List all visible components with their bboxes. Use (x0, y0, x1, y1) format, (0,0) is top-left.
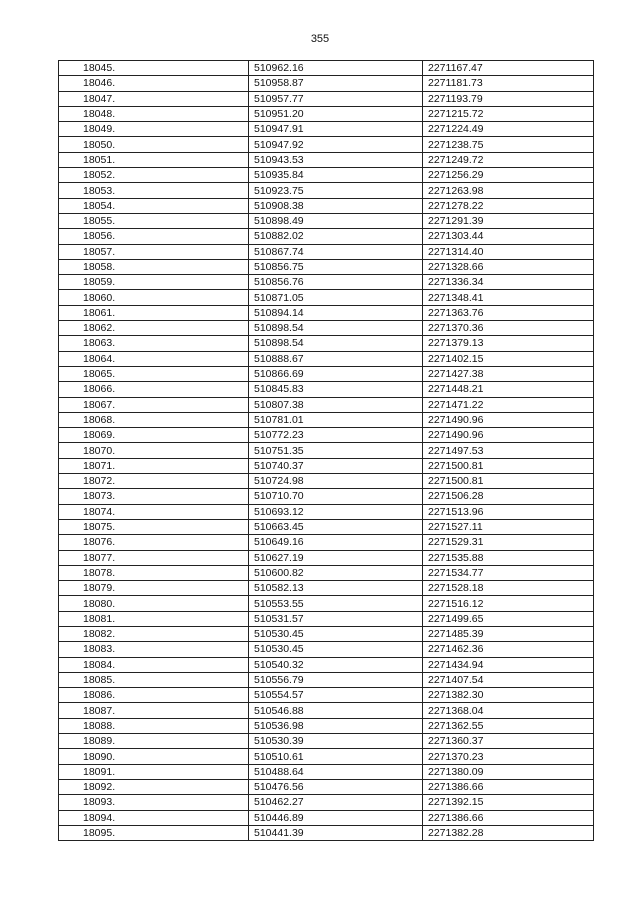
table-row (59, 290, 594, 305)
point-id-cell: 18050. (59, 137, 249, 152)
y-coordinate-cell: 2271485.39 (423, 626, 594, 641)
y-coordinate-cell: 2271534.77 (423, 565, 594, 580)
y-coordinate-cell: 2271379.13 (423, 336, 594, 351)
point-id-cell: 18049. (59, 122, 249, 137)
x-coordinate-cell: 510627.19 (249, 550, 423, 565)
table-row (59, 672, 594, 687)
x-coordinate-cell: 510751.35 (249, 443, 423, 458)
x-coordinate-cell: 510649.16 (249, 535, 423, 550)
y-coordinate-cell: 2271181.73 (423, 76, 594, 91)
point-id-cell: 18092. (59, 779, 249, 794)
x-coordinate-cell: 510553.55 (249, 596, 423, 611)
table-row (59, 825, 594, 840)
x-coordinate-cell: 510441.39 (249, 825, 423, 840)
point-id-cell: 18061. (59, 305, 249, 320)
y-coordinate-cell: 2271535.88 (423, 550, 594, 565)
y-coordinate-cell: 2271278.22 (423, 198, 594, 213)
table-row (59, 259, 594, 274)
y-coordinate-cell: 2271303.44 (423, 229, 594, 244)
y-coordinate-cell: 2271392.15 (423, 795, 594, 810)
y-coordinate-cell: 2271513.96 (423, 504, 594, 519)
x-coordinate-cell: 510740.37 (249, 458, 423, 473)
y-coordinate-cell: 2271380.09 (423, 764, 594, 779)
table-row (59, 458, 594, 473)
table-row (59, 764, 594, 779)
x-coordinate-cell: 510710.70 (249, 489, 423, 504)
x-coordinate-cell: 510530.45 (249, 642, 423, 657)
x-coordinate-cell: 510510.61 (249, 749, 423, 764)
y-coordinate-cell: 2271490.96 (423, 412, 594, 427)
x-coordinate-cell: 510724.98 (249, 474, 423, 489)
table-row (59, 366, 594, 381)
x-coordinate-cell: 510462.27 (249, 795, 423, 810)
point-id-cell: 18056. (59, 229, 249, 244)
table-row (59, 489, 594, 504)
y-coordinate-cell: 2271363.76 (423, 305, 594, 320)
point-id-cell: 18066. (59, 382, 249, 397)
y-coordinate-cell: 2271500.81 (423, 474, 594, 489)
y-coordinate-cell: 2271360.37 (423, 734, 594, 749)
x-coordinate-cell: 510923.75 (249, 183, 423, 198)
y-coordinate-cell: 2271386.66 (423, 810, 594, 825)
table-row (59, 305, 594, 320)
table-row (59, 213, 594, 228)
point-id-cell: 18057. (59, 244, 249, 259)
table-row (59, 244, 594, 259)
table-row (59, 795, 594, 810)
y-coordinate-cell: 2271490.96 (423, 428, 594, 443)
y-coordinate-cell: 2271402.15 (423, 351, 594, 366)
x-coordinate-cell: 510530.45 (249, 626, 423, 641)
x-coordinate-cell: 510943.53 (249, 152, 423, 167)
point-id-cell: 18085. (59, 672, 249, 687)
table-row (59, 183, 594, 198)
y-coordinate-cell: 2271382.30 (423, 688, 594, 703)
point-id-cell: 18094. (59, 810, 249, 825)
table-row (59, 397, 594, 412)
point-id-cell: 18088. (59, 718, 249, 733)
x-coordinate-cell: 510530.39 (249, 734, 423, 749)
y-coordinate-cell: 2271500.81 (423, 458, 594, 473)
y-coordinate-cell: 2271291.39 (423, 213, 594, 228)
table-row (59, 321, 594, 336)
x-coordinate-cell: 510600.82 (249, 565, 423, 580)
y-coordinate-cell: 2271528.18 (423, 581, 594, 596)
x-coordinate-cell: 510935.84 (249, 168, 423, 183)
y-coordinate-cell: 2271167.47 (423, 61, 594, 76)
x-coordinate-cell: 510476.56 (249, 779, 423, 794)
point-id-cell: 18046. (59, 76, 249, 91)
y-coordinate-cell: 2271362.55 (423, 718, 594, 733)
y-coordinate-cell: 2271370.23 (423, 749, 594, 764)
point-id-cell: 18060. (59, 290, 249, 305)
table-row (59, 596, 594, 611)
y-coordinate-cell: 2271499.65 (423, 611, 594, 626)
point-id-cell: 18069. (59, 428, 249, 443)
point-id-cell: 18083. (59, 642, 249, 657)
y-coordinate-cell: 2271471.22 (423, 397, 594, 412)
x-coordinate-cell: 510866.69 (249, 366, 423, 381)
table-row (59, 581, 594, 596)
table-row (59, 474, 594, 489)
point-id-cell: 18072. (59, 474, 249, 489)
x-coordinate-cell: 510962.16 (249, 61, 423, 76)
y-coordinate-cell: 2271348.41 (423, 290, 594, 305)
y-coordinate-cell: 2271497.53 (423, 443, 594, 458)
table-row (59, 336, 594, 351)
y-coordinate-cell: 2271434.94 (423, 657, 594, 672)
x-coordinate-cell: 510908.38 (249, 198, 423, 213)
point-id-cell: 18080. (59, 596, 249, 611)
point-id-cell: 18089. (59, 734, 249, 749)
x-coordinate-cell: 510894.14 (249, 305, 423, 320)
table-row (59, 626, 594, 641)
x-coordinate-cell: 510807.38 (249, 397, 423, 412)
table-row (59, 779, 594, 794)
table-row (59, 137, 594, 152)
table-row (59, 428, 594, 443)
x-coordinate-cell: 510867.74 (249, 244, 423, 259)
table-row (59, 642, 594, 657)
y-coordinate-cell: 2271256.29 (423, 168, 594, 183)
point-id-cell: 18062. (59, 321, 249, 336)
point-id-cell: 18084. (59, 657, 249, 672)
x-coordinate-cell: 510556.79 (249, 672, 423, 687)
x-coordinate-cell: 510898.54 (249, 336, 423, 351)
y-coordinate-cell: 2271527.11 (423, 519, 594, 534)
x-coordinate-cell: 510781.01 (249, 412, 423, 427)
table-row (59, 535, 594, 550)
point-id-cell: 18063. (59, 336, 249, 351)
x-coordinate-cell: 510856.75 (249, 259, 423, 274)
y-coordinate-cell: 2271336.34 (423, 275, 594, 290)
point-id-cell: 18081. (59, 611, 249, 626)
table-row (59, 122, 594, 137)
x-coordinate-cell: 510947.92 (249, 137, 423, 152)
table-row (59, 412, 594, 427)
table-row (59, 229, 594, 244)
table-row (59, 152, 594, 167)
x-coordinate-cell: 510898.54 (249, 321, 423, 336)
table-row (59, 168, 594, 183)
page-number: 355 (310, 33, 330, 45)
y-coordinate-cell: 2271382.28 (423, 825, 594, 840)
point-id-cell: 18052. (59, 168, 249, 183)
table-row (59, 76, 594, 91)
table-row (59, 718, 594, 733)
y-coordinate-cell: 2271314.40 (423, 244, 594, 259)
point-id-cell: 18091. (59, 764, 249, 779)
table-row (59, 734, 594, 749)
point-id-cell: 18077. (59, 550, 249, 565)
table-row (59, 443, 594, 458)
y-coordinate-cell: 2271224.49 (423, 122, 594, 137)
x-coordinate-cell: 510446.89 (249, 810, 423, 825)
x-coordinate-cell: 510845.83 (249, 382, 423, 397)
point-id-cell: 18058. (59, 259, 249, 274)
y-coordinate-cell: 2271448.21 (423, 382, 594, 397)
x-coordinate-cell: 510898.49 (249, 213, 423, 228)
y-coordinate-cell: 2271386.66 (423, 779, 594, 794)
x-coordinate-cell: 510957.77 (249, 91, 423, 106)
point-id-cell: 18086. (59, 688, 249, 703)
point-id-cell: 18095. (59, 825, 249, 840)
y-coordinate-cell: 2271462.36 (423, 642, 594, 657)
table-row (59, 703, 594, 718)
x-coordinate-cell: 510536.98 (249, 718, 423, 733)
point-id-cell: 18071. (59, 458, 249, 473)
y-coordinate-cell: 2271529.31 (423, 535, 594, 550)
point-id-cell: 18087. (59, 703, 249, 718)
point-id-cell: 18048. (59, 106, 249, 121)
y-coordinate-cell: 2271427.38 (423, 366, 594, 381)
table-row (59, 91, 594, 106)
point-id-cell: 18073. (59, 489, 249, 504)
x-coordinate-cell: 510888.67 (249, 351, 423, 366)
y-coordinate-cell: 2271328.66 (423, 259, 594, 274)
table-row (59, 550, 594, 565)
point-id-cell: 18047. (59, 91, 249, 106)
table-row (59, 351, 594, 366)
point-id-cell: 18059. (59, 275, 249, 290)
point-id-cell: 18074. (59, 504, 249, 519)
point-id-cell: 18068. (59, 412, 249, 427)
table-row (59, 565, 594, 580)
point-id-cell: 18051. (59, 152, 249, 167)
coordinate-table (58, 60, 594, 841)
x-coordinate-cell: 510582.13 (249, 581, 423, 596)
x-coordinate-cell: 510693.12 (249, 504, 423, 519)
y-coordinate-cell: 2271249.72 (423, 152, 594, 167)
table-row (59, 382, 594, 397)
point-id-cell: 18064. (59, 351, 249, 366)
point-id-cell: 18054. (59, 198, 249, 213)
point-id-cell: 18075. (59, 519, 249, 534)
point-id-cell: 18067. (59, 397, 249, 412)
point-id-cell: 18082. (59, 626, 249, 641)
table-row (59, 106, 594, 121)
y-coordinate-cell: 2271506.28 (423, 489, 594, 504)
point-id-cell: 18055. (59, 213, 249, 228)
coordinate-table-body (59, 61, 594, 841)
x-coordinate-cell: 510947.91 (249, 122, 423, 137)
table-row (59, 810, 594, 825)
point-id-cell: 18053. (59, 183, 249, 198)
x-coordinate-cell: 510772.23 (249, 428, 423, 443)
point-id-cell: 18076. (59, 535, 249, 550)
table-row (59, 611, 594, 626)
y-coordinate-cell: 2271407.54 (423, 672, 594, 687)
table-row (59, 749, 594, 764)
x-coordinate-cell: 510871.05 (249, 290, 423, 305)
x-coordinate-cell: 510663.45 (249, 519, 423, 534)
x-coordinate-cell: 510882.02 (249, 229, 423, 244)
table-row (59, 519, 594, 534)
point-id-cell: 18070. (59, 443, 249, 458)
y-coordinate-cell: 2271368.04 (423, 703, 594, 718)
x-coordinate-cell: 510531.57 (249, 611, 423, 626)
table-row (59, 198, 594, 213)
y-coordinate-cell: 2271263.98 (423, 183, 594, 198)
table-row (59, 275, 594, 290)
x-coordinate-cell: 510951.20 (249, 106, 423, 121)
x-coordinate-cell: 510856.76 (249, 275, 423, 290)
point-id-cell: 18093. (59, 795, 249, 810)
point-id-cell: 18078. (59, 565, 249, 580)
point-id-cell: 18090. (59, 749, 249, 764)
x-coordinate-cell: 510554.57 (249, 688, 423, 703)
y-coordinate-cell: 2271215.72 (423, 106, 594, 121)
x-coordinate-cell: 510488.64 (249, 764, 423, 779)
x-coordinate-cell: 510540.32 (249, 657, 423, 672)
y-coordinate-cell: 2271193.79 (423, 91, 594, 106)
point-id-cell: 18079. (59, 581, 249, 596)
x-coordinate-cell: 510546.88 (249, 703, 423, 718)
table-row (59, 657, 594, 672)
table-row (59, 504, 594, 519)
table-row (59, 61, 594, 76)
x-coordinate-cell: 510958.87 (249, 76, 423, 91)
point-id-cell: 18065. (59, 366, 249, 381)
y-coordinate-cell: 2271516.12 (423, 596, 594, 611)
y-coordinate-cell: 2271238.75 (423, 137, 594, 152)
y-coordinate-cell: 2271370.36 (423, 321, 594, 336)
table-row (59, 688, 594, 703)
point-id-cell: 18045. (59, 61, 249, 76)
